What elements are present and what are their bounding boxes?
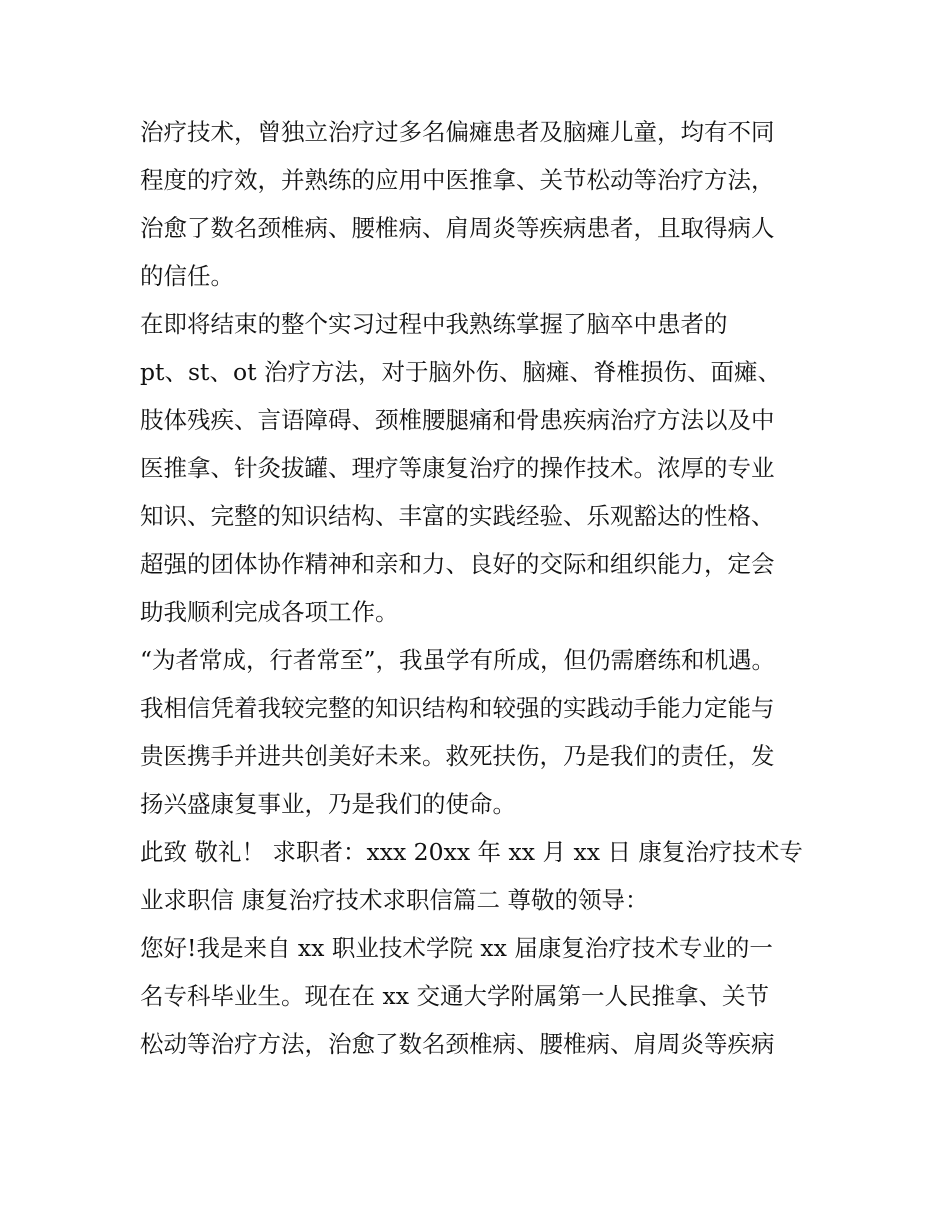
text-line: 治愈了数名颈椎病、腰椎病、肩周炎等疾病患者，且取得病人 xyxy=(140,214,775,242)
text-line: “为者常成，行者常至”，我虽学有所成，但仍需磨练和机遇。 xyxy=(140,646,776,674)
text-line: 肢体残疾、言语障碍、颈椎腰腿痛和骨患疾病治疗方法以及中 xyxy=(140,406,775,434)
text-line: 医推拿、针灸拔罐、理疗等康复治疗的操作技术。浓厚的专业 xyxy=(140,454,775,482)
text-line: 您好!我是来自 xx 职业技术学院 xx 届康复治疗技术专业的一 xyxy=(140,934,773,962)
text-line: 助我顺利完成各项工作。 xyxy=(140,598,399,626)
text-line: pt、st、ot 治疗方法，对于脑外伤、脑瘫、脊椎损伤、面瘫、 xyxy=(140,358,782,386)
text-line: 业求职信 康复治疗技术求职信篇二 尊敬的领导： xyxy=(140,886,649,914)
text-line: 程度的疗效，并熟练的应用中医推拿、关节松动等治疗方法， xyxy=(140,166,775,194)
text-line: 的信任。 xyxy=(140,262,234,290)
text-line: 此致 敬礼！ 求职者：xxx 20xx 年 xx 月 xx 日 康复治疗技术专 xyxy=(140,838,803,866)
text-line: 扬兴盛康复事业，乃是我们的使命。 xyxy=(140,790,516,818)
text-line: 治疗技术，曾独立治疗过多名偏瘫患者及脑瘫儿童，均有不同 xyxy=(140,118,775,146)
text-line: 知识、完整的知识结构、丰富的实践经验、乐观豁达的性格、 xyxy=(140,502,775,530)
text-line: 在即将结束的整个实习过程中我熟练掌握了脑卒中患者的 xyxy=(140,310,728,338)
text-line: 我相信凭着我较完整的知识结构和较强的实践动手能力定能与 xyxy=(140,694,775,722)
text-line: 名专科毕业生。现在在 xx 交通大学附属第一人民推拿、关节 xyxy=(140,982,769,1010)
document-body xyxy=(140,108,820,1068)
text-line: 超强的团体协作精神和亲和力、良好的交际和组织能力，定会 xyxy=(140,550,775,578)
text-line: 松动等治疗方法，治愈了数名颈椎病、腰椎病、肩周炎等疾病 xyxy=(140,1030,775,1058)
text-line: 贵医携手并进共创美好未来。救死扶伤，乃是我们的责任，发 xyxy=(140,742,775,770)
